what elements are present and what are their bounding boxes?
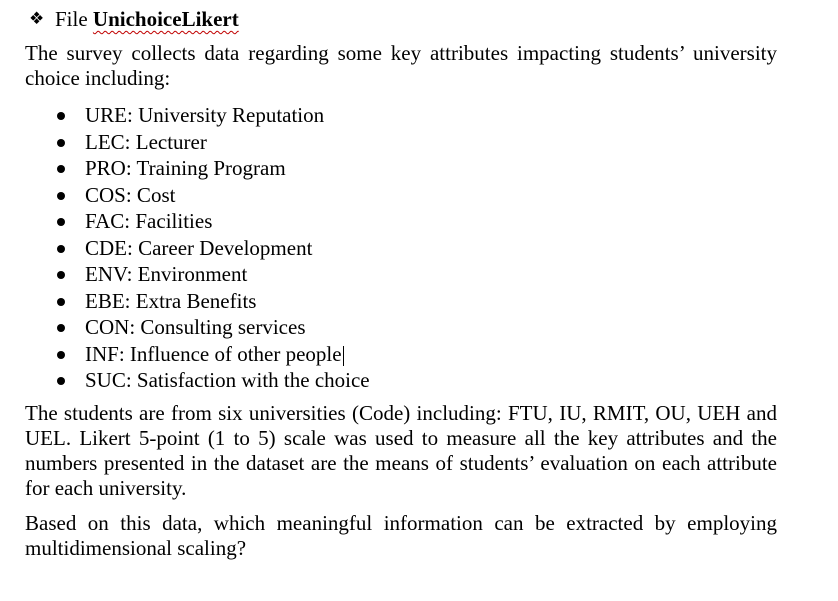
list-item-text: PRO: Training Program bbox=[85, 156, 286, 180]
bullet-icon bbox=[57, 271, 65, 279]
list-item bbox=[25, 341, 370, 368]
students-paragraph: The students are from six universities (Code) including: FTU, IU, RMIT, OU, UEH and UEL. Likert 5-point (1 to 5) scale was used to measure all the key attributes and the numbers presented in the dataset are the means of students’ evaluation on each attribute for each university. bbox=[25, 401, 777, 500]
bullet-icon bbox=[57, 298, 65, 306]
list-item-text: LEC: Lecturer bbox=[85, 129, 207, 154]
bullet-icon bbox=[57, 192, 65, 200]
heading-prefix: File bbox=[55, 7, 88, 31]
question-paragraph: Based on this data, which meaningful information can be extracted by employing multidimensional scaling? bbox=[25, 511, 777, 560]
list-item bbox=[25, 367, 370, 394]
list-item bbox=[25, 155, 370, 182]
text-cursor bbox=[343, 346, 344, 366]
list-item-text: URE: University Reputation bbox=[85, 103, 325, 127]
file-name: UnichoiceLikert bbox=[92, 7, 239, 31]
list-item bbox=[25, 182, 370, 209]
list-item-text: FAC: Facilities bbox=[85, 209, 213, 233]
list-item bbox=[25, 288, 370, 315]
file-heading bbox=[29, 6, 239, 32]
bullet-icon bbox=[57, 351, 65, 359]
intro-paragraph: The survey collects data regarding some key attributes impacting students’ university choice including: bbox=[25, 41, 777, 90]
list-item-text: SUC: Satisfaction with the choice bbox=[85, 368, 370, 392]
diamond-bullet-icon: ❖ bbox=[29, 9, 45, 28]
list-item bbox=[25, 261, 370, 288]
bullet-icon bbox=[57, 324, 65, 332]
bullet-icon bbox=[57, 139, 65, 147]
bullet-icon bbox=[57, 165, 65, 173]
attribute-list bbox=[25, 102, 370, 394]
list-item-text: ENV: Environment bbox=[85, 262, 248, 286]
bullet-icon bbox=[57, 245, 65, 253]
list-item bbox=[25, 129, 370, 156]
list-item-text: CON: Consulting services bbox=[85, 315, 306, 339]
list-item bbox=[25, 208, 370, 235]
list-item bbox=[25, 314, 370, 341]
bullet-icon bbox=[57, 112, 65, 120]
list-item bbox=[25, 235, 370, 262]
bullet-icon bbox=[57, 377, 65, 385]
list-item bbox=[25, 102, 370, 129]
list-item-text: CDE: Career Development bbox=[85, 235, 313, 260]
list-item-text: INF: Influence of other people bbox=[85, 341, 342, 366]
list-item-text: COS: Cost bbox=[85, 182, 176, 207]
bullet-icon bbox=[57, 218, 65, 226]
list-item-text: EBE: Extra Benefits bbox=[85, 288, 257, 313]
